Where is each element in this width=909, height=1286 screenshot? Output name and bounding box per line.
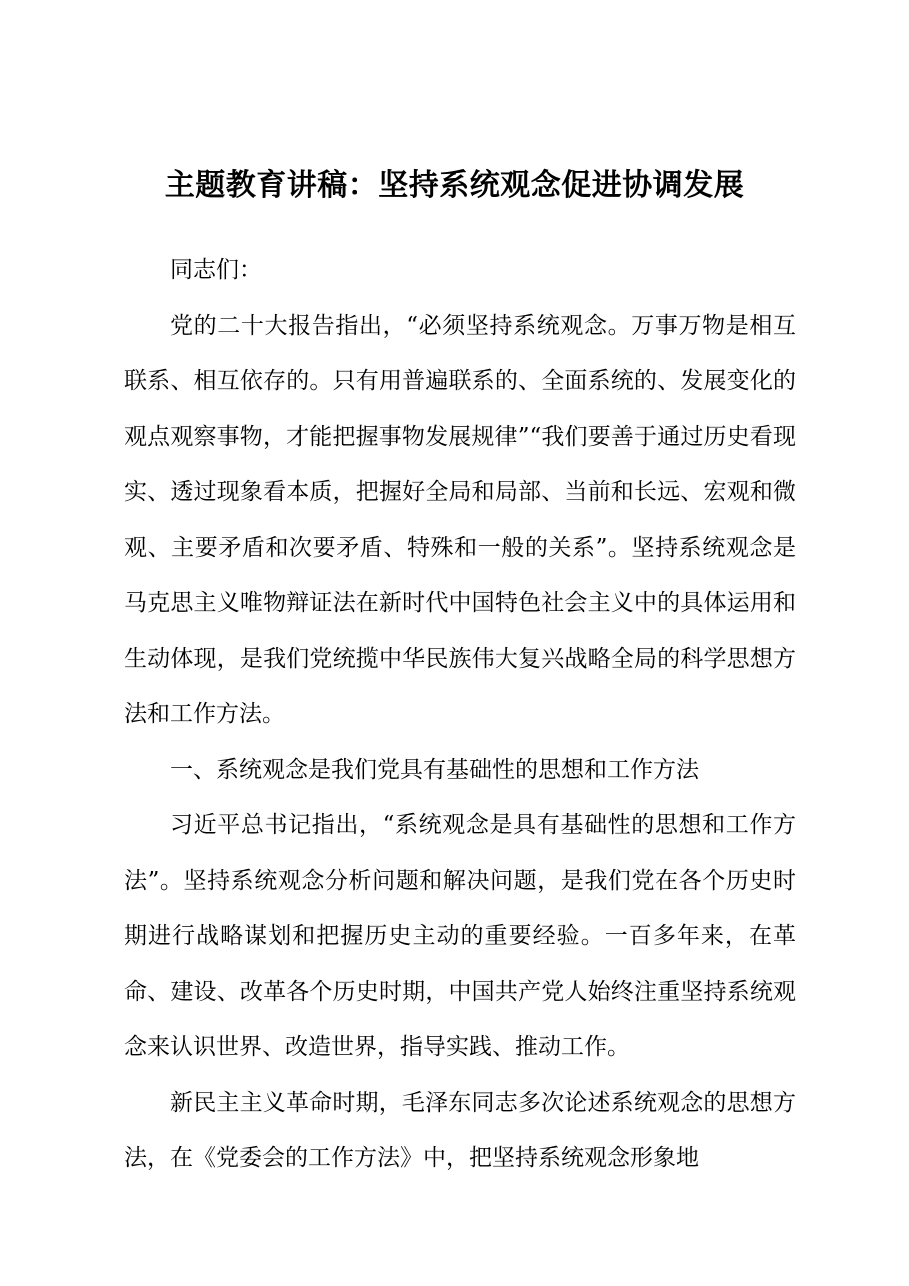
document-body — [124, 243, 796, 1187]
section-paragraph: 新民主主义革命时期，毛泽东同志多次论述系统观念的思想方法，在《党委会的工作方法》中，把坚持系统观念形象地 — [124, 1089, 796, 1171]
salutation: 同志们： — [170, 257, 262, 283]
section-heading: 一、系统观念是我们党具有基础性的思想和工作方法 — [170, 756, 699, 783]
document-title: 主题教育讲稿：坚持系统观念促进协调发展 — [164, 168, 745, 203]
section-paragraph: 习近平总书记指出，“系统观念是具有基础性的思想和工作方法”。坚持系统观念分析问题和解决问题，是我们党在各个历史时期进行战略谋划和把握历史主动的重要经验。一百多年来，在革命、建设、改革各个历史时期，中国共产党人始终注重坚持系统观念来认识世界、改造世界，指导实践、推动工作。 — [124, 812, 796, 1060]
intro-paragraph: 党的二十大报告指出，“必须坚持系统观念。万事万物是相互联系、相互依存的。只有用普遍联系的、全面系统的、发展变化的观点观察事物，才能把握事物发展规律”“我们要善于通过历史看现实、透过现象看本质，把握好全局和局部、当前和长远、宏观和微观、主要矛盾和次要矛盾、特殊和一般的关系”。坚持系统观念是马克思主义唯物辩证法在新时代中国特色社会主义中的具体运用和生动体现，是我们党统揽中华民族伟大复兴战略全局的科学思想方法和工作方法。 — [124, 312, 796, 727]
